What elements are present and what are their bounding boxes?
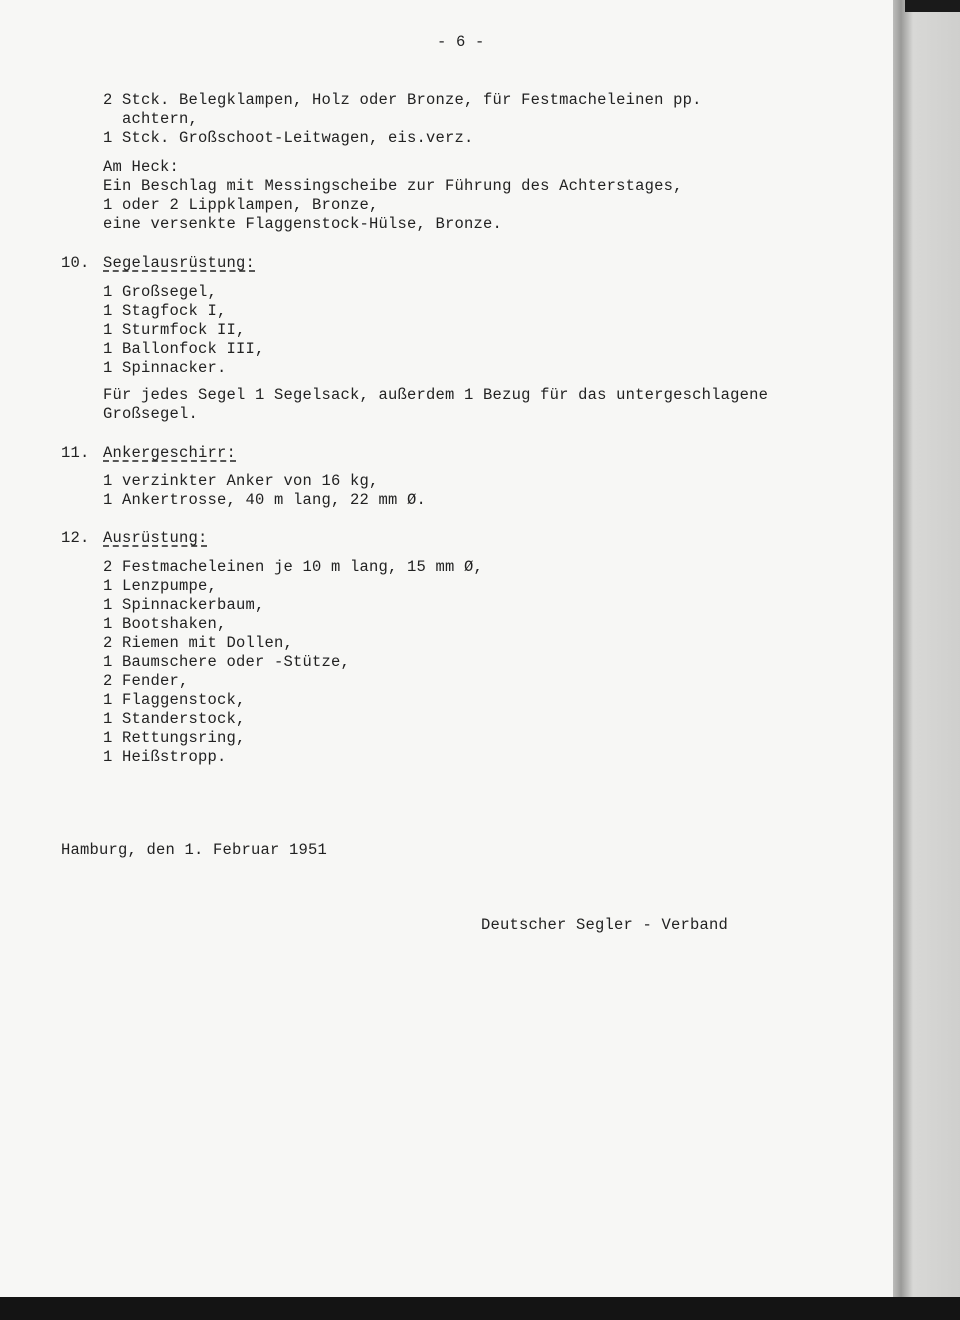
section-title: Ankergeschirr: [103,444,237,462]
list-item: 1 Lenzpumpe, [103,577,218,595]
list-item: 1 Großsegel, [103,283,218,301]
heck-line: 1 oder 2 Lippklampen, Bronze, [103,196,379,214]
place-date: Hamburg, den 1. Februar 1951 [61,841,328,859]
section-title: Ausrüstung: [103,529,208,547]
list-item: 2 Festmacheleinen je 10 m lang, 15 mm Ø, [103,558,484,576]
heck-title: Am Heck: [103,158,180,176]
scan-border-top [905,0,960,12]
list-item: 1 Stagfock I, [103,302,227,320]
section-number: 10. [61,254,90,272]
list-item: 1 verzinkter Anker von 16 kg, [103,472,379,490]
section-note: Für jedes Segel 1 Segelsack, außerdem 1 Bezug für das untergeschlagene [103,386,769,404]
intro-line: achtern, [103,110,199,128]
section-number: 12. [61,529,90,547]
list-item: 1 Standerstock, [103,710,246,728]
signature: Deutscher Segler - Verband [481,916,729,934]
section-number: 11. [61,444,90,462]
list-item: 1 Rettungsring, [103,729,246,747]
heck-line: eine versenkte Flaggenstock-Hülse, Bronze. [103,215,503,233]
section-note: Großsegel. [103,405,199,423]
scan-border-bottom [0,1297,960,1320]
section-title: Segelausrüstung: [103,254,256,272]
list-item: 1 Bootshaken, [103,615,227,633]
list-item: 2 Riemen mit Dollen, [103,634,294,652]
list-item: 1 Spinnacker. [103,359,227,377]
page-number: - 6 - [437,33,485,51]
page-edge-shadow [893,0,960,1297]
list-item: 1 Flaggenstock, [103,691,246,709]
list-item: 1 Baumschere oder -Stütze, [103,653,351,671]
list-item: 1 Heißstropp. [103,748,227,766]
intro-line: 2 Stck. Belegklampen, Holz oder Bronze, für Festmacheleinen pp. [103,91,702,109]
list-item: 1 Spinnackerbaum, [103,596,265,614]
list-item: 2 Fender, [103,672,189,690]
list-item: 1 Ankertrosse, 40 m lang, 22 mm Ø. [103,491,427,509]
heck-line: Ein Beschlag mit Messingscheibe zur Führung des Achterstages, [103,177,683,195]
list-item: 1 Sturmfock II, [103,321,246,339]
intro-line: 1 Stck. Großschoot-Leitwagen, eis.verz. [103,129,474,147]
list-item: 1 Ballonfock III, [103,340,265,358]
